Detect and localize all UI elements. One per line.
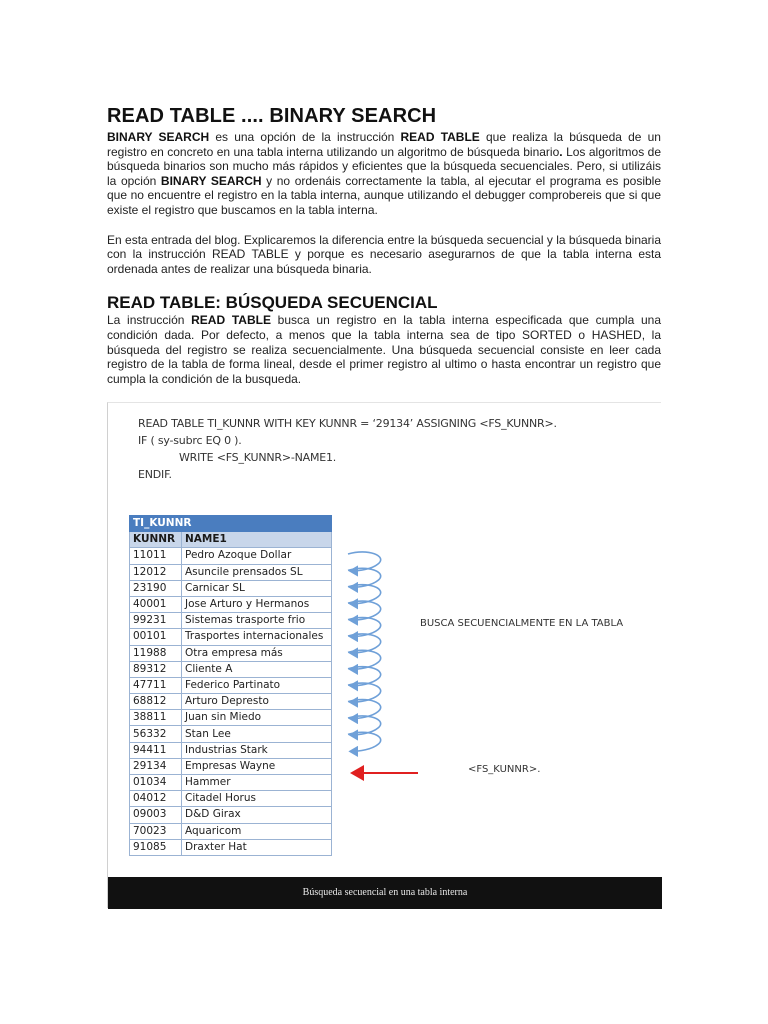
cell-kunnr: 04012: [130, 791, 182, 807]
cell-kunnr: 89312: [130, 661, 182, 677]
column-header-name1: NAME1: [182, 532, 332, 548]
cell-name1: Citadel Horus: [182, 791, 332, 807]
table-row: [130, 613, 332, 629]
table-row: [130, 564, 332, 580]
table-row: [130, 758, 332, 774]
table-row: [130, 694, 332, 710]
keyword-binary-search: BINARY SEARCH: [160, 173, 262, 188]
cell-name1: Trasportes internacionales: [182, 629, 332, 645]
cell-kunnr: 68812: [130, 694, 182, 710]
keyword-read-table: READ TABLE: [400, 130, 480, 144]
cell-kunnr: 12012: [130, 564, 182, 580]
column-header-kunnr: KUNNR: [130, 532, 182, 548]
table-row: [130, 677, 332, 693]
table-row: [130, 823, 332, 839]
cell-name1: Asuncile prensados SL: [182, 564, 332, 580]
intro-paragraph: BINARY SEARCH es una opción de la instrucción READ TABLE que realiza la búsqueda de un registro en concreto en una tabla interna utilizando un algoritmo de búsqueda binario. Los algoritmos de búsqueda binarios son mucho más rápidos y eficientes que la búsqueda secuenciales. Pero, si utilizáis la opción BINARY SEARCH y no ordenáis correctamente la tabla, al ejecutar el programa es posible que no encuentre el registro en la tabla interna, aunque utilizando el debugger comprobereis que si que existe el registro que buscamos en la tabla interna.: [107, 130, 662, 217]
search-label: BUSCA SECUENCIALMENTE EN LA TABLA: [420, 618, 624, 629]
table-row: [130, 548, 332, 564]
sequential-search-paragraph: La instrucción READ TABLE busca un registro en la tabla interna especificada que cumpla una condición dada. Por defecto, a menos que la tabla interna sea de tipo SORTED o HASHED, la búsqueda del registro se realiza secuencialmente. Una búsqueda secuencial consiste en leer cada registro de la tabla de forma lineal, desde el primer registro al ultimo o hasta encontrar un registro que cumpla la condición de la busqueda.: [107, 313, 661, 386]
cell-kunnr: 00101: [130, 629, 182, 645]
table-title-row: [130, 516, 332, 532]
table-row: [130, 807, 332, 823]
cell-name1: D&D Girax: [182, 807, 332, 823]
cell-name1: Empresas Wayne: [182, 758, 332, 774]
table-row: [130, 726, 332, 742]
code-line: IF ( sy-subrc EQ 0 ).: [138, 434, 242, 447]
loop-arrow-group: [348, 552, 381, 751]
cell-kunnr: 99231: [130, 613, 182, 629]
cell-kunnr: 38811: [130, 710, 182, 726]
ti-kunnr-table: [129, 515, 332, 856]
table-row: [130, 775, 332, 791]
cell-kunnr: 23190: [130, 580, 182, 596]
cell-name1: Aquaricom: [182, 823, 332, 839]
table-row: [130, 596, 332, 612]
table-row: [130, 791, 332, 807]
cell-name1: Hammer: [182, 775, 332, 791]
document-body: [107, 104, 661, 386]
cell-name1: Sistemas trasporte frio: [182, 613, 332, 629]
cell-kunnr: 94411: [130, 742, 182, 758]
cell-name1: Carnicar SL: [182, 580, 332, 596]
table-row: [130, 710, 332, 726]
keyword-read-table: READ TABLE: [191, 313, 271, 328]
sequential-loop-arrows: [338, 548, 418, 788]
table-row: [130, 742, 332, 758]
cell-kunnr: 56332: [130, 726, 182, 742]
keyword-binary-search: BINARY SEARCH: [107, 130, 210, 144]
cell-name1: Pedro Azoque Dollar: [182, 548, 332, 564]
code-line: READ TABLE TI_KUNNR WITH KEY KUNNR = ‘29134’ ASSIGNING <FS_KUNNR>.: [138, 417, 557, 430]
cell-kunnr: 09003: [130, 807, 182, 823]
cell-kunnr: 01034: [130, 775, 182, 791]
table-row: [130, 580, 332, 596]
table-header-row: [130, 532, 332, 548]
cell-kunnr: 29134: [130, 758, 182, 774]
sequential-search-figure: [107, 402, 661, 908]
table-row: [130, 645, 332, 661]
section-title: READ TABLE: BÚSQUEDA SECUENCIAL: [107, 293, 438, 313]
abap-code-snippet: [138, 415, 557, 483]
cell-kunnr: 47711: [130, 677, 182, 693]
code-line: ENDIF.: [138, 468, 172, 481]
figure-caption: Búsqueda secuencial en una tabla interna: [108, 877, 662, 909]
table-row: [130, 661, 332, 677]
table-row: [130, 629, 332, 645]
cell-kunnr: 11011: [130, 548, 182, 564]
cell-name1: Cliente A: [182, 661, 332, 677]
blog-intro-paragraph: En esta entrada del blog. Explicaremos la diferencia entre la búsqueda secuencial y la búsqueda binaria con la instrucción READ TABLE y porque es necesario asegurarnos de que la tabla interna esta ordenada antes de realizar una búsqueda binaria.: [107, 232, 661, 276]
cell-kunnr: 70023: [130, 823, 182, 839]
cell-name1: Federico Partinato: [182, 677, 332, 693]
table-row: [130, 839, 332, 855]
cell-name1: Stan Lee: [182, 726, 332, 742]
cell-kunnr: 40001: [130, 596, 182, 612]
cell-name1: Juan sin Miedo: [182, 710, 332, 726]
code-line: WRITE <FS_KUNNR>-NAME1.: [179, 451, 337, 464]
cell-name1: Draxter Hat: [182, 839, 332, 855]
found-label: <FS_KUNNR>.: [468, 764, 541, 775]
cell-name1: Jose Arturo y Hermanos: [182, 596, 332, 612]
cell-name1: Industrias Stark: [182, 742, 332, 758]
cell-name1: Arturo Depresto: [182, 694, 332, 710]
cell-kunnr: 91085: [130, 839, 182, 855]
page-title: READ TABLE .... BINARY SEARCH: [107, 105, 437, 127]
table-title: TI_KUNNR: [130, 516, 332, 532]
cell-name1: Otra empresa más: [182, 645, 332, 661]
cell-kunnr: 11988: [130, 645, 182, 661]
